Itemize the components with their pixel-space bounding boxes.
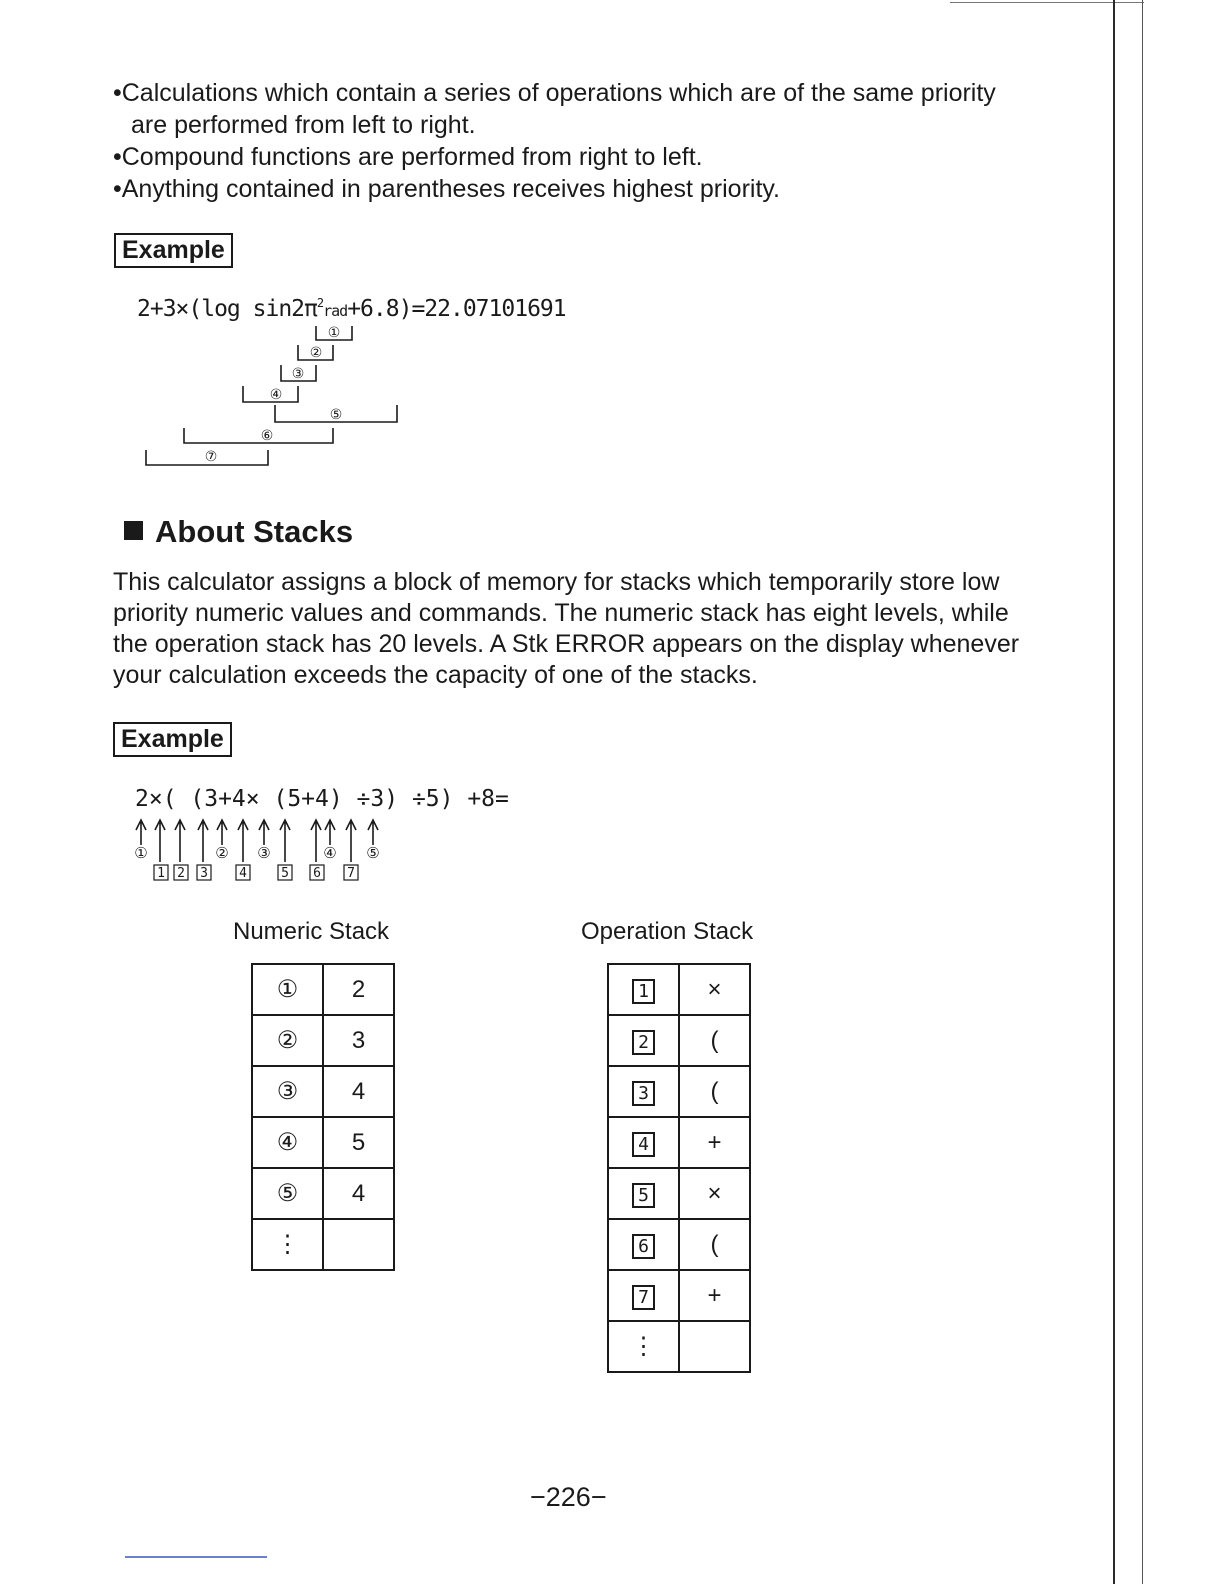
example2-formula: 2×( (3+4× (5+4) ÷3) ÷5) +8= — [135, 786, 509, 812]
operation-stack-table — [607, 963, 751, 1373]
marker-5: ⑤ — [329, 407, 343, 423]
numeric-stack-table — [251, 963, 395, 1271]
boxed-number: 2 — [632, 1030, 655, 1055]
num-marker-4: ④ — [323, 844, 337, 862]
numeric-value: 2 — [323, 964, 394, 1015]
example-label-1: Example — [114, 233, 233, 268]
formula-exponent: 2 — [316, 296, 324, 310]
paragraph-line: your calculation exceeds the capacity of one of the stacks. — [113, 661, 758, 689]
table-row — [252, 1117, 394, 1168]
num-marker-1: ① — [134, 844, 148, 862]
operation-level — [608, 1168, 679, 1219]
table-row — [608, 1117, 750, 1168]
op-marker-2: 2 — [177, 866, 185, 881]
boxed-number: 5 — [632, 1183, 655, 1208]
bullet-compound-functions: •Compound functions are performed from right to left. — [113, 143, 703, 171]
boxed-number: 7 — [632, 1285, 655, 1310]
arrow-num-4 — [325, 820, 335, 845]
arrow-op-3 — [198, 820, 208, 862]
numeric-value — [323, 1219, 394, 1270]
arrow-num-2 — [217, 820, 227, 845]
table-row — [608, 964, 750, 1015]
op-marker-4: 4 — [239, 866, 247, 881]
table-row — [608, 1066, 750, 1117]
operation-stack-title: Operation Stack — [581, 918, 754, 945]
operation-level — [608, 1219, 679, 1270]
table-row — [252, 1168, 394, 1219]
marker-6: ⑥ — [260, 428, 274, 444]
numeric-level: ④ — [252, 1117, 323, 1168]
num-marker-5: ⑤ — [366, 844, 380, 862]
operation-level — [608, 1015, 679, 1066]
numeric-stack-title: Numeric Stack — [233, 918, 390, 945]
marker-4: ④ — [269, 387, 283, 403]
arrow-op-2 — [175, 820, 185, 862]
arrow-num-3 — [259, 820, 269, 845]
num-marker-3: ③ — [257, 844, 271, 862]
table-row — [252, 1015, 394, 1066]
op-marker-3: 3 — [200, 866, 208, 881]
operation-value: ( — [679, 1066, 750, 1117]
arrow-op-5 — [280, 820, 290, 862]
numeric-level: ⋮ — [252, 1219, 323, 1270]
operation-value — [679, 1321, 750, 1372]
numeric-value: 5 — [323, 1117, 394, 1168]
arrow-num-5 — [368, 820, 378, 845]
operation-value: × — [679, 964, 750, 1015]
operation-value: × — [679, 1168, 750, 1219]
boxed-number: 3 — [632, 1081, 655, 1106]
example-label-2: Example — [113, 722, 232, 757]
table-row — [608, 1270, 750, 1321]
marker-7: ⑦ — [204, 449, 218, 465]
paragraph-line: This calculator assigns a block of memory for stacks which temporarily store low — [113, 568, 1000, 596]
table-row — [608, 1321, 750, 1372]
op-marker-7: 7 — [347, 866, 355, 881]
operation-value: ( — [679, 1219, 750, 1270]
paragraph-line: the operation stack has 20 levels. A Stk ERROR appears on the display whenever — [113, 630, 1020, 658]
op-marker-1: 1 — [157, 866, 165, 881]
operation-value: ( — [679, 1015, 750, 1066]
numeric-level: ② — [252, 1015, 323, 1066]
table-row — [252, 1066, 394, 1117]
table-row — [252, 964, 394, 1015]
op-marker-5: 5 — [281, 866, 289, 881]
op-marker-6: 6 — [313, 866, 321, 881]
numeric-value: 4 — [323, 1066, 394, 1117]
arrow-op-7 — [346, 820, 356, 862]
marker-1: ① — [327, 325, 341, 341]
boxed-number: 4 — [632, 1132, 655, 1157]
operation-level — [608, 1066, 679, 1117]
marker-3: ③ — [291, 366, 305, 382]
bullet-parentheses: •Anything contained in parentheses receives highest priority. — [113, 175, 781, 203]
operation-value: + — [679, 1270, 750, 1321]
numeric-level: ① — [252, 964, 323, 1015]
numeric-value: 4 — [323, 1168, 394, 1219]
formula-part-main: 2+3×(log sin2π — [137, 296, 317, 322]
boxed-number: 1 — [632, 979, 655, 1004]
formula-rad: rad — [323, 302, 348, 320]
marker-2: ② — [309, 345, 323, 361]
operation-value: + — [679, 1117, 750, 1168]
section-title-text: About Stacks — [155, 514, 354, 549]
operation-level — [608, 964, 679, 1015]
numeric-level: ⑤ — [252, 1168, 323, 1219]
table-row — [608, 1015, 750, 1066]
table-row — [252, 1219, 394, 1270]
table-row — [608, 1168, 750, 1219]
num-marker-2: ② — [215, 844, 229, 862]
arrow-num-1 — [136, 820, 146, 845]
arrow-op-1 — [155, 820, 165, 862]
operation-level: ⋮ — [608, 1321, 679, 1372]
numeric-value: 3 — [323, 1015, 394, 1066]
operation-level — [608, 1117, 679, 1168]
boxed-number: 6 — [632, 1234, 655, 1259]
operation-level — [608, 1270, 679, 1321]
formula-part-rest: +6.8)=22.07101691 — [347, 296, 566, 322]
arrow-op-4 — [238, 820, 248, 862]
arrow-op-6 — [311, 820, 321, 862]
paragraph-line: priority numeric values and commands. The numeric stack has eight levels, while — [113, 599, 1009, 627]
numeric-level: ③ — [252, 1066, 323, 1117]
bullet-left-to-right-cont: are performed from left to right. — [131, 111, 476, 139]
page-number: −226− — [530, 1482, 607, 1512]
bullet-left-to-right: •Calculations which contain a series of operations which are of the same priority — [113, 79, 996, 107]
table-row — [608, 1219, 750, 1270]
